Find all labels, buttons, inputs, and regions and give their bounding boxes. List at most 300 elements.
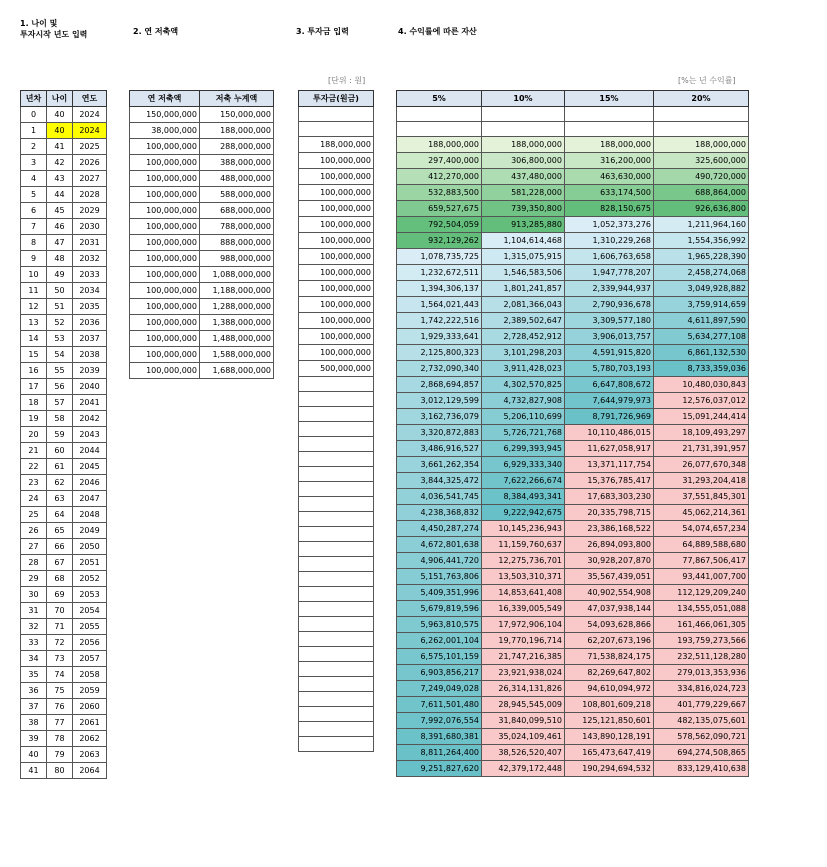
return-r20-cell: 45,062,214,361 [654,505,749,521]
table-row [21,731,107,747]
year-cell: 2057 [73,651,107,667]
return-r5-cell: 5,963,810,575 [397,617,482,633]
return-r10-cell: 913,285,880 [482,217,565,233]
return-r10-cell: 11,159,760,637 [482,537,565,553]
return-r10-cell: 188,000,000 [482,137,565,153]
return-r5-cell: 3,844,325,472 [397,473,482,489]
cumulative-saving-cell: 1,488,000,000 [200,331,274,347]
return-r5-cell: 932,129,262 [397,233,482,249]
table-row [397,601,749,617]
year-cell: 2055 [73,619,107,635]
investment-cell[interactable] [299,452,374,467]
return-r10-cell: 10,145,236,943 [482,521,565,537]
return-r10-cell: 1,315,075,915 [482,249,565,265]
table-row [299,185,374,201]
annual-saving-cell[interactable]: 100,000,000 [130,363,200,379]
table-row [397,297,749,313]
table-row [21,251,107,267]
table-row [299,647,374,662]
col-header-rate-15: 15% [565,91,654,107]
year-cell: 2064 [73,763,107,779]
return-r20-cell: 4,611,897,590 [654,313,749,329]
investment-cell[interactable] [299,497,374,512]
year-no-cell: 4 [21,171,47,187]
table-row [397,537,749,553]
return-r20-cell: 688,864,000 [654,185,749,201]
return-r20-cell: 3,759,914,659 [654,297,749,313]
return-r15-cell: 71,538,824,175 [565,649,654,665]
age-cell: 53 [47,331,73,347]
table-row [21,155,107,171]
col-header-annual-saving: 연 저축액 [130,91,200,107]
investment-cell[interactable]: 100,000,000 [299,185,374,201]
return-r10-cell: 3,911,428,023 [482,361,565,377]
annual-saving-cell[interactable]: 100,000,000 [130,331,200,347]
year-cell: 2041 [73,395,107,411]
table-row [299,452,374,467]
investment-cell[interactable] [299,572,374,587]
age-cell: 50 [47,283,73,299]
investment-cell[interactable] [299,722,374,737]
age-cell: 71 [47,619,73,635]
return-r10-cell: 306,800,000 [482,153,565,169]
return-r15-cell: 828,150,675 [565,201,654,217]
investment-cell[interactable] [299,422,374,437]
table-row [21,139,107,155]
year-cell: 2049 [73,523,107,539]
table-row [130,107,274,123]
return-r15-cell: 125,121,850,601 [565,713,654,729]
table-row [21,171,107,187]
return-r20-cell: 482,135,075,601 [654,713,749,729]
investment-cell[interactable]: 100,000,000 [299,169,374,185]
table-row [21,635,107,651]
table-row [397,377,749,393]
annual-saving-cell[interactable]: 100,000,000 [130,299,200,315]
return-r20-cell: 12,576,037,012 [654,393,749,409]
return-r5-cell: 6,262,001,104 [397,633,482,649]
return-r10-cell: 21,747,216,385 [482,649,565,665]
return-r5-cell: 2,732,090,340 [397,361,482,377]
annual-saving-cell[interactable]: 100,000,000 [130,155,200,171]
return-r5-cell: 532,883,500 [397,185,482,201]
return-r10-cell: 437,480,000 [482,169,565,185]
year-cell: 2058 [73,667,107,683]
return-r15-cell: 6,647,808,672 [565,377,654,393]
table-row [130,347,274,363]
col-header-investment: 투자금(원금) [299,91,374,107]
year-cell: 2037 [73,331,107,347]
table-row [21,619,107,635]
annual-saving-cell[interactable]: 100,000,000 [130,203,200,219]
return-r5-cell: 8,811,264,400 [397,745,482,761]
age-cell: 62 [47,475,73,491]
return-r20-cell: 279,013,353,936 [654,665,749,681]
return-r10-cell: 35,024,109,461 [482,729,565,745]
return-r5-cell: 3,320,872,883 [397,425,482,441]
table-row [299,632,374,647]
investment-cell[interactable] [299,632,374,647]
return-r15-cell: 13,371,117,754 [565,457,654,473]
table-row [397,137,749,153]
return-r5-cell: 1,564,021,443 [397,297,482,313]
return-r5-cell: 2,868,694,857 [397,377,482,393]
age-cell: 69 [47,587,73,603]
year-cell: 2059 [73,683,107,699]
return-r15-cell: 10,110,486,015 [565,425,654,441]
return-r15-cell: 1,606,763,658 [565,249,654,265]
investment-cell[interactable] [299,692,374,707]
age-cell: 61 [47,459,73,475]
investment-cell[interactable]: 100,000,000 [299,233,374,249]
table-row [21,507,107,523]
age-cell: 40 [47,107,73,123]
return-r20-cell: 578,562,090,721 [654,729,749,745]
investment-cell[interactable]: 100,000,000 [299,313,374,329]
year-no-cell: 16 [21,363,47,379]
return-r20-cell: 325,600,000 [654,153,749,169]
age-cell: 49 [47,267,73,283]
return-r20-cell: 926,636,800 [654,201,749,217]
year-no-cell: 36 [21,683,47,699]
year-no-cell: 23 [21,475,47,491]
year-cell: 2046 [73,475,107,491]
investment-cell[interactable]: 100,000,000 [299,345,374,361]
table-row [130,251,274,267]
age-cell[interactable]: 40 [47,123,73,139]
return-r15-cell: 54,093,628,866 [565,617,654,633]
table-row [397,265,749,281]
return-r15-cell: 7,644,979,973 [565,393,654,409]
table-row [130,299,274,315]
investment-cell[interactable] [299,542,374,557]
investment-cell[interactable]: 100,000,000 [299,201,374,217]
investment-cell[interactable]: 100,000,000 [299,329,374,345]
age-cell: 70 [47,603,73,619]
year-no-cell: 26 [21,523,47,539]
year-cell: 2050 [73,539,107,555]
year-no-cell: 11 [21,283,47,299]
annual-saving-cell[interactable]: 100,000,000 [130,251,200,267]
return-r5-cell: 1,078,735,725 [397,249,482,265]
return-r5-cell: 297,400,000 [397,153,482,169]
return-r10-cell: 42,379,172,448 [482,761,565,777]
table-row [299,407,374,422]
investment-cell[interactable]: 100,000,000 [299,265,374,281]
table-row [397,233,749,249]
return-r5-cell: 5,679,819,596 [397,601,482,617]
year-cell: 2026 [73,155,107,171]
age-cell: 75 [47,683,73,699]
year-cell: 2040 [73,379,107,395]
return-r10-cell: 38,526,520,407 [482,745,565,761]
year-no-cell: 29 [21,571,47,587]
investment-cell[interactable] [299,392,374,407]
table-row [21,539,107,555]
return-r5-cell: 659,527,675 [397,201,482,217]
table-row [299,107,374,122]
cumulative-saving-cell: 488,000,000 [200,171,274,187]
investment-cell[interactable] [299,737,374,752]
table-row [299,497,374,512]
return-r10-cell: 1,801,241,857 [482,281,565,297]
table-row [130,203,274,219]
return-r10-cell: 13,503,310,371 [482,569,565,585]
return-r15-cell: 35,567,439,051 [565,569,654,585]
investment-cell[interactable] [299,122,374,137]
year-no-cell: 35 [21,667,47,683]
return-r20-cell: 401,779,229,667 [654,697,749,713]
return-r15-cell: 5,780,703,193 [565,361,654,377]
investment-cell[interactable] [299,677,374,692]
table-row [299,677,374,692]
year-no-cell: 6 [21,203,47,219]
table-row [130,155,274,171]
age-cell: 51 [47,299,73,315]
table-row [21,459,107,475]
table-row [21,283,107,299]
section-1-line1: 1. 나이 및 [20,19,58,28]
table-row [299,137,374,153]
annual-saving-cell[interactable]: 100,000,000 [130,171,200,187]
section-3-header: 3. 투자금 입력 [296,27,349,36]
year-cell: 2031 [73,235,107,251]
table-row [397,745,749,761]
cumulative-saving-cell: 1,688,000,000 [200,363,274,379]
investment-cell[interactable]: 500,000,000 [299,361,374,377]
investment-cell[interactable] [299,527,374,542]
investment-cell[interactable] [299,557,374,572]
cumulative-saving-cell: 1,088,000,000 [200,267,274,283]
investment-cell[interactable] [299,437,374,452]
annual-saving-cell[interactable]: 100,000,000 [130,139,200,155]
table-row [21,395,107,411]
return-r5-cell: 5,151,763,806 [397,569,482,585]
year-cell: 2038 [73,347,107,363]
year-cell: 2054 [73,603,107,619]
return-r5-cell: 7,249,049,028 [397,681,482,697]
table-row [397,345,749,361]
investment-cell[interactable]: 100,000,000 [299,249,374,265]
investment-cell[interactable] [299,482,374,497]
table-row [299,602,374,617]
return-r20-cell: 5,634,277,108 [654,329,749,345]
table-row [397,489,749,505]
return-r10-cell: 6,299,393,945 [482,441,565,457]
table-row [21,107,107,123]
table-row [21,699,107,715]
table-row [21,491,107,507]
year-no-cell: 27 [21,539,47,555]
age-cell: 79 [47,747,73,763]
return-r20-cell: 694,274,508,865 [654,745,749,761]
annual-saving-cell[interactable]: 100,000,000 [130,219,200,235]
return-r20-cell: 193,759,273,566 [654,633,749,649]
age-cell: 72 [47,635,73,651]
investment-cell[interactable] [299,407,374,422]
table-row [397,473,749,489]
table-row [299,482,374,497]
table-row [299,329,374,345]
table-row [130,219,274,235]
table-row [397,681,749,697]
return-r15-cell: 62,207,673,196 [565,633,654,649]
cumulative-saving-cell: 388,000,000 [200,155,274,171]
table-row [21,203,107,219]
age-cell: 76 [47,699,73,715]
return-r20-cell: 18,109,493,297 [654,425,749,441]
return-r15-cell: 23,386,168,522 [565,521,654,537]
year-cell: 2061 [73,715,107,731]
investment-cell[interactable] [299,707,374,722]
investment-cell[interactable] [299,107,374,122]
return-r5-cell: 5,409,351,996 [397,585,482,601]
return-r10-cell: 31,840,099,510 [482,713,565,729]
year-no-cell: 14 [21,331,47,347]
table-row [397,122,749,137]
investment-cell[interactable]: 100,000,000 [299,281,374,297]
return-r15-cell: 188,000,000 [565,137,654,153]
return-r15-cell: 15,376,785,417 [565,473,654,489]
investment-cell[interactable] [299,512,374,527]
annual-saving-cell[interactable]: 100,000,000 [130,347,200,363]
return-r10-cell [482,122,565,137]
annual-saving-cell[interactable]: 150,000,000 [130,107,200,123]
return-r20-cell: 64,889,588,680 [654,537,749,553]
investment-table [298,90,374,752]
investment-cell[interactable] [299,377,374,392]
investment-cell[interactable]: 100,000,000 [299,153,374,169]
return-r20-cell: 37,551,845,301 [654,489,749,505]
age-cell: 80 [47,763,73,779]
annual-saving-cell[interactable]: 100,000,000 [130,315,200,331]
investment-cell[interactable] [299,602,374,617]
return-r20-cell: 10,480,030,843 [654,377,749,393]
investment-cell[interactable] [299,467,374,482]
investment-cell[interactable] [299,617,374,632]
table-row [397,505,749,521]
year-no-cell: 33 [21,635,47,651]
return-r5-cell: 792,504,059 [397,217,482,233]
year-no-cell: 15 [21,347,47,363]
table-row [299,617,374,632]
year-cell: 2027 [73,171,107,187]
annual-saving-cell[interactable]: 100,000,000 [130,187,200,203]
unit-won-label: [단위 : 원] [328,76,366,85]
year-no-cell: 1 [21,123,47,139]
return-r15-cell [565,122,654,137]
age-cell: 63 [47,491,73,507]
return-r20-cell [654,122,749,137]
return-r20-cell: 134,555,051,088 [654,601,749,617]
table-row [21,587,107,603]
return-r10-cell: 2,081,366,043 [482,297,565,313]
return-r10-cell: 2,389,502,647 [482,313,565,329]
investment-cell[interactable]: 188,000,000 [299,137,374,153]
age-cell: 74 [47,667,73,683]
return-r15-cell: 30,928,207,870 [565,553,654,569]
year-no-cell: 20 [21,427,47,443]
return-r5-cell: 1,929,333,641 [397,329,482,345]
col-header-rate-5: 5% [397,91,482,107]
return-r10-cell: 1,104,614,468 [482,233,565,249]
table-row [21,299,107,315]
table-row [397,361,749,377]
return-r5-cell: 4,450,287,274 [397,521,482,537]
table-row [21,747,107,763]
return-r15-cell: 2,790,936,678 [565,297,654,313]
cumulative-saving-cell: 888,000,000 [200,235,274,251]
age-year-table [20,90,107,779]
year-no-cell: 21 [21,443,47,459]
return-r10-cell: 19,770,196,714 [482,633,565,649]
return-r10-cell: 4,302,570,825 [482,377,565,393]
table-row [21,427,107,443]
investment-cell[interactable]: 100,000,000 [299,217,374,233]
return-r5-cell: 4,906,441,720 [397,553,482,569]
year-no-cell: 30 [21,587,47,603]
year-cell: 2047 [73,491,107,507]
table-row [299,377,374,392]
return-r5-cell: 4,672,801,638 [397,537,482,553]
return-r20-cell: 161,466,061,305 [654,617,749,633]
age-cell: 73 [47,651,73,667]
age-cell: 42 [47,155,73,171]
year-cell: 2062 [73,731,107,747]
table-row [299,527,374,542]
table-row [299,722,374,737]
return-r20-cell: 15,091,244,414 [654,409,749,425]
table-row [299,201,374,217]
table-row [21,379,107,395]
year-cell[interactable]: 2024 [73,123,107,139]
year-cell: 2045 [73,459,107,475]
table-row [299,281,374,297]
table-row [21,331,107,347]
table-row [397,569,749,585]
investment-cell[interactable] [299,647,374,662]
table-row [130,171,274,187]
table-row [397,107,749,122]
col-header-year: 연도 [73,91,107,107]
col-header-age: 나이 [47,91,73,107]
investment-cell[interactable] [299,587,374,602]
year-cell: 2032 [73,251,107,267]
annual-saving-cell[interactable]: 38,000,000 [130,123,200,139]
table-row [130,139,274,155]
investment-cell[interactable] [299,662,374,677]
age-cell: 60 [47,443,73,459]
table-row [397,697,749,713]
table-row [397,457,749,473]
year-no-cell: 3 [21,155,47,171]
annual-saving-cell[interactable]: 100,000,000 [130,235,200,251]
age-cell: 57 [47,395,73,411]
year-cell: 2060 [73,699,107,715]
return-r15-cell: 1,052,373,276 [565,217,654,233]
table-row [21,315,107,331]
return-r10-cell: 17,972,906,104 [482,617,565,633]
annual-saving-cell[interactable]: 100,000,000 [130,267,200,283]
table-row [397,441,749,457]
year-no-cell: 31 [21,603,47,619]
investment-cell[interactable]: 100,000,000 [299,297,374,313]
year-no-cell: 13 [21,315,47,331]
year-cell: 2029 [73,203,107,219]
annual-saving-cell[interactable]: 100,000,000 [130,283,200,299]
year-no-cell: 24 [21,491,47,507]
return-r15-cell: 47,037,938,144 [565,601,654,617]
